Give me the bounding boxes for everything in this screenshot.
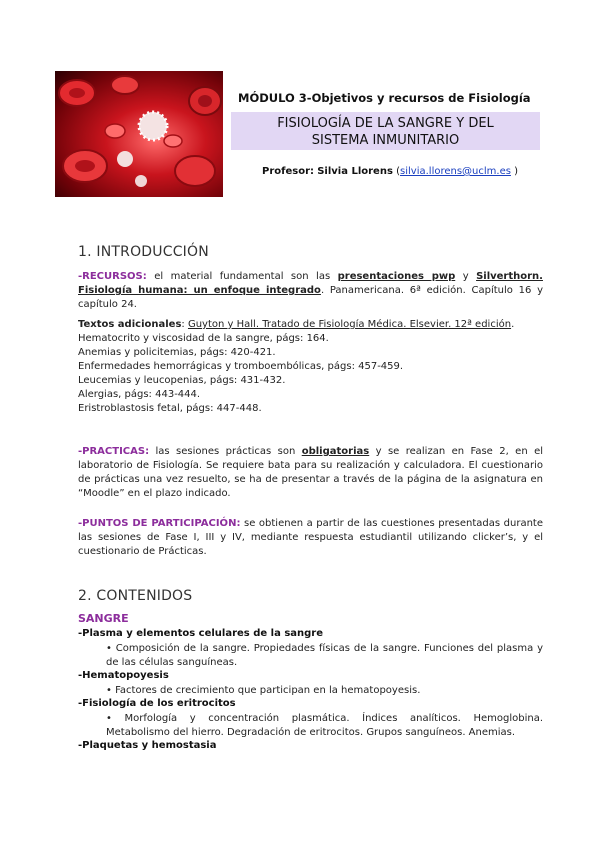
topic-bullet-text: • Morfología y concentración plasmática. Índices analíticos. Hemoglobina. Metabolismo del hierro. Degradación de eritrocitos. Grupos sanguíneos. Anemias.: [106, 713, 543, 738]
practicas-text-2: y se realizan en Fase 2, en el laboratorio de Fisiología. Se requiere bata para su realización y calculadora. El cuestionario de prácticas una vez resuelto, se ha de presentar a través de la página de la asignatura en “Moodle” en el plazo indicado.: [78, 446, 543, 499]
additional-item: Anemias y policitemias, págs: 420-421.: [78, 347, 276, 358]
title-line-2: SISTEMA INMUNITARIO: [311, 133, 460, 148]
topic-title: -Hematopoyesis: [78, 670, 169, 681]
title-line-1: FISIOLOGÍA DE LA SANGRE Y DEL: [277, 116, 494, 131]
puntos-paragraph: [78, 517, 543, 559]
topic-bullet-text: • Factores de crecimiento que participan en la hematopoyesis.: [106, 685, 421, 696]
subheading-sangre: SANGRE: [78, 612, 129, 625]
additional-item: Alergias, págs: 443-444.: [78, 389, 201, 400]
textos-dot: .: [511, 319, 515, 330]
topic-title: -Fisiología de los eritrocitos: [78, 698, 236, 709]
professor-name: Silvia Llorens: [317, 166, 393, 177]
additional-item: Hematocrito y viscosidad de la sangre, págs: 164.: [78, 333, 329, 344]
recursos-label: -RECURSOS:: [78, 271, 147, 282]
textos-adicionales-paragraph: [78, 318, 543, 416]
topic-bullet: [78, 712, 543, 740]
guyton-book: Guyton y Hall. Tratado de Fisiología Médica. Elsevier. 12ª edición: [187, 319, 512, 330]
professor-line: [262, 166, 562, 177]
silverthorn-link[interactable]: Silverthorn. Fisiología humana: un enfoque integrado: [78, 271, 543, 296]
recursos-paragraph: [78, 270, 543, 312]
recursos-text-2: y: [455, 271, 477, 282]
additional-item: Enfermedades hemorrágicas y tromboembólicas, págs: 457-459.: [78, 361, 404, 372]
practicas-paragraph: [78, 445, 543, 501]
recursos-text-3: . Panamericana. 6ª edición. Capítulo 16 y capítulo 24.: [78, 285, 544, 310]
close-paren: ): [514, 166, 519, 177]
practicas-text-1: las sesiones prácticas son: [149, 446, 302, 457]
additional-item: Eristroblastosis fetal, págs: 447-448.: [78, 403, 262, 414]
textos-colon: :: [181, 319, 188, 330]
textos-adicionales-label: Textos adicionales: [78, 319, 182, 330]
topic-bullet: [78, 684, 543, 698]
puntos-label: -PUNTOS DE PARTICIPACIÓN: [78, 518, 237, 529]
presentaciones-link[interactable]: presentaciones pwp: [337, 271, 456, 282]
puntos-colon: :: [236, 518, 241, 529]
puntos-text: se obtienen a partir de las cuestiones presentadas durante las sesiones de Fase I, III y IV, mediante respuesta estudiantil utilizando clicker’s, y el cuestionario de Prácticas.: [78, 518, 543, 557]
professor-label: Profesor:: [262, 166, 315, 177]
topic-title: -Plaquetas y hemostasia: [78, 740, 217, 751]
topic-bullet-text: • Composición de la sangre. Propiedades físicas de la sangre. Funciones del plasma y de las células sanguíneas.: [106, 643, 543, 668]
section-heading-introduccion: 1. INTRODUCCIÓN: [78, 244, 209, 260]
document-title: [231, 112, 540, 150]
open-paren: (: [396, 166, 401, 177]
obligatorias-text: obligatorias: [301, 446, 370, 457]
recursos-text-1: el material fundamental son las: [146, 271, 338, 282]
module-title: MÓDULO 3-Objetivos y recursos de Fisiología: [238, 91, 531, 105]
topic-title: -Plasma y elementos celulares de la sangre: [78, 628, 324, 639]
professor-email-link[interactable]: silvia.llorens@uclm.es: [400, 166, 511, 177]
topic-bullet: [78, 642, 543, 670]
blood-cells-image: [55, 71, 223, 197]
section-heading-contenidos: 2. CONTENIDOS: [78, 588, 193, 604]
practicas-label: -PRACTICAS:: [78, 446, 150, 457]
additional-item: Leucemias y leucopenias, págs: 431-432.: [78, 375, 286, 386]
